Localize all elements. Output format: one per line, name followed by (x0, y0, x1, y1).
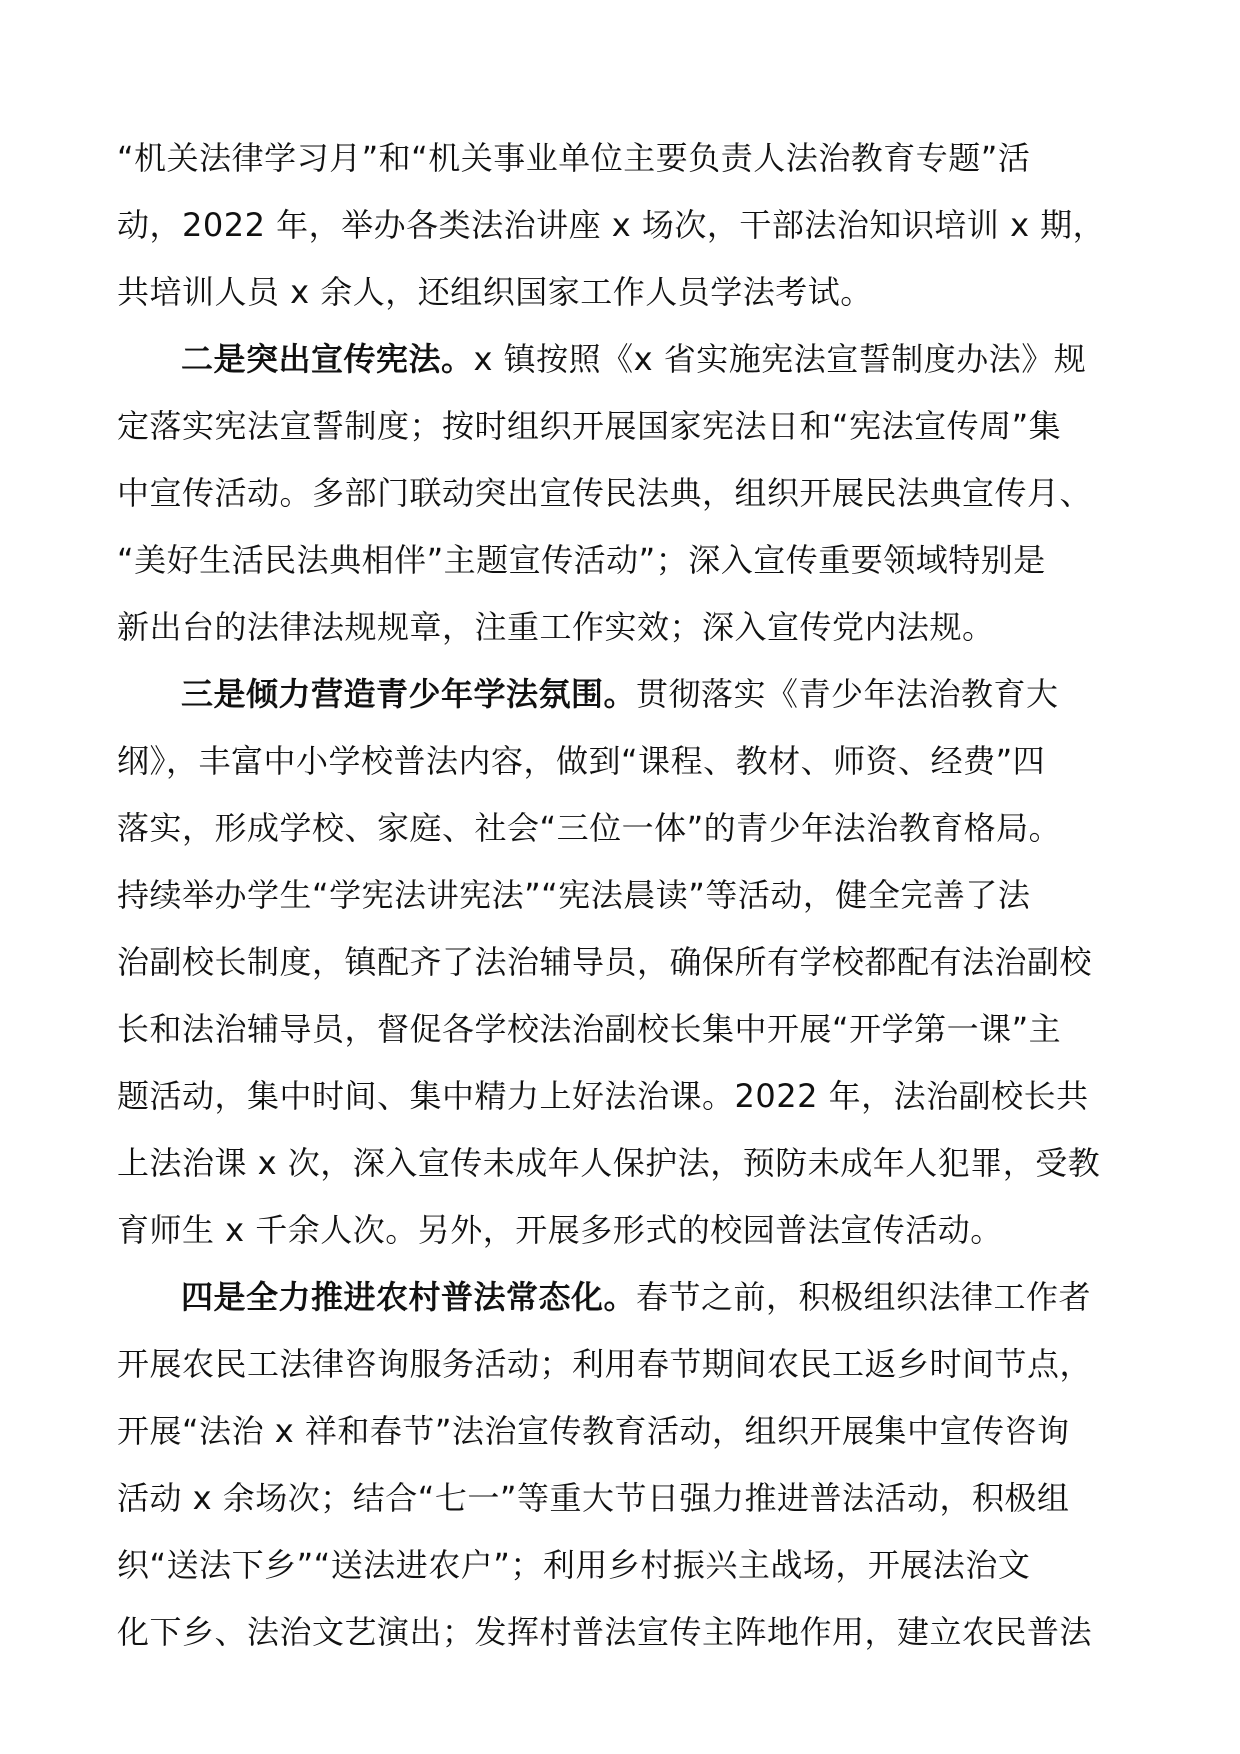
paragraph-line: 持续举办学生“学宪法讲宪法”“宪法晨读”等活动，健全完善了法 (117, 876, 1031, 914)
paragraph-line: 落实，形成学校、家庭、社会“三位一体”的青少年法治教育格局。 (117, 809, 1062, 847)
paragraph-1 (117, 125, 1127, 326)
paragraph-first-line (117, 326, 1127, 393)
paragraph-line: “美好生活民法典相伴”主题宣传活动”；深入宣传重要领域特别是 (117, 541, 1046, 579)
paragraph-line: 织“送法下乡”“送法进农户”；利用乡村振兴主战场，开展法治文 (117, 1546, 1031, 1584)
paragraph-heading: 二是突出宣传宪法。 (181, 340, 474, 378)
paragraph-line: 共培训人员 x 余人，还组织国家工作人员学法考试。 (117, 273, 873, 311)
paragraph-line: 治副校长制度，镇配齐了法治辅导员，确保所有学校都配有法治副校 (117, 943, 1093, 981)
paragraph-heading: 三是倾力营造青少年学法氛围。 (181, 675, 637, 713)
paragraph-heading: 四是全力推进农村普法常态化。 (181, 1278, 637, 1316)
paragraph-line: 开展农民工法律咨询服务活动；利用春节期间农民工返乡时间节点， (117, 1345, 1093, 1383)
paragraph-line: “机关法律学习月”和“机关事业单位主要负责人法治教育专题”活 (117, 139, 1031, 177)
paragraph-line: 化下乡、法治文艺演出；发挥村普法宣传主阵地作用，建立农民普法 (117, 1613, 1093, 1651)
paragraph-line: 中宣传活动。多部门联动突出宣传民法典，组织开展民法典宣传月、 (117, 474, 1093, 512)
paragraph-first-line (117, 661, 1127, 728)
paragraph-first-line (117, 1264, 1127, 1331)
paragraph-line: 新出台的法律法规规章，注重工作实效；深入宣传党内法规。 (117, 608, 995, 646)
paragraph-line: 动，2022 年，举办各类法治讲座 x 场次，干部法治知识培训 x 期， (117, 206, 1106, 244)
paragraph-text: 贯彻落实《青少年法治教育大 (636, 675, 1059, 713)
paragraph-4 (117, 1264, 1127, 1666)
paragraph-line: 活动 x 余场次；结合“七一”等重大节日强力推进普法活动，积极组 (117, 1479, 1070, 1517)
paragraph-text: 春节之前，积极组织法律工作者 (636, 1278, 1092, 1316)
paragraph-line: 长和法治辅导员，督促各学校法治副校长集中开展“开学第一课”主 (117, 1010, 1062, 1048)
paragraph-3 (117, 661, 1127, 1264)
paragraph-line: 定落实宪法宣誓制度；按时组织开展国家宪法日和“宪法宣传周”集 (117, 407, 1062, 445)
paragraph-line: 开展“法治 x 祥和春节”法治宣传教育活动，组织开展集中宣传咨询 (117, 1412, 1070, 1450)
paragraph-line: 育师生 x 千余人次。另外，开展多形式的校园普法宣传活动。 (117, 1211, 1003, 1249)
paragraph-line: 题活动，集中时间、集中精力上好法治课。2022 年，法治副校长共 (117, 1077, 1089, 1115)
paragraph-text: x 镇按照《x 省实施宪法宣誓制度办法》规 (473, 340, 1087, 378)
paragraph-2 (117, 326, 1127, 661)
paragraph-line: 纲》，丰富中小学校普法内容，做到“课程、教材、师资、经费”四 (117, 742, 1046, 780)
paragraph-line: 上法治课 x 次，深入宣传未成年人保护法，预防未成年人犯罪，受教 (117, 1144, 1101, 1182)
